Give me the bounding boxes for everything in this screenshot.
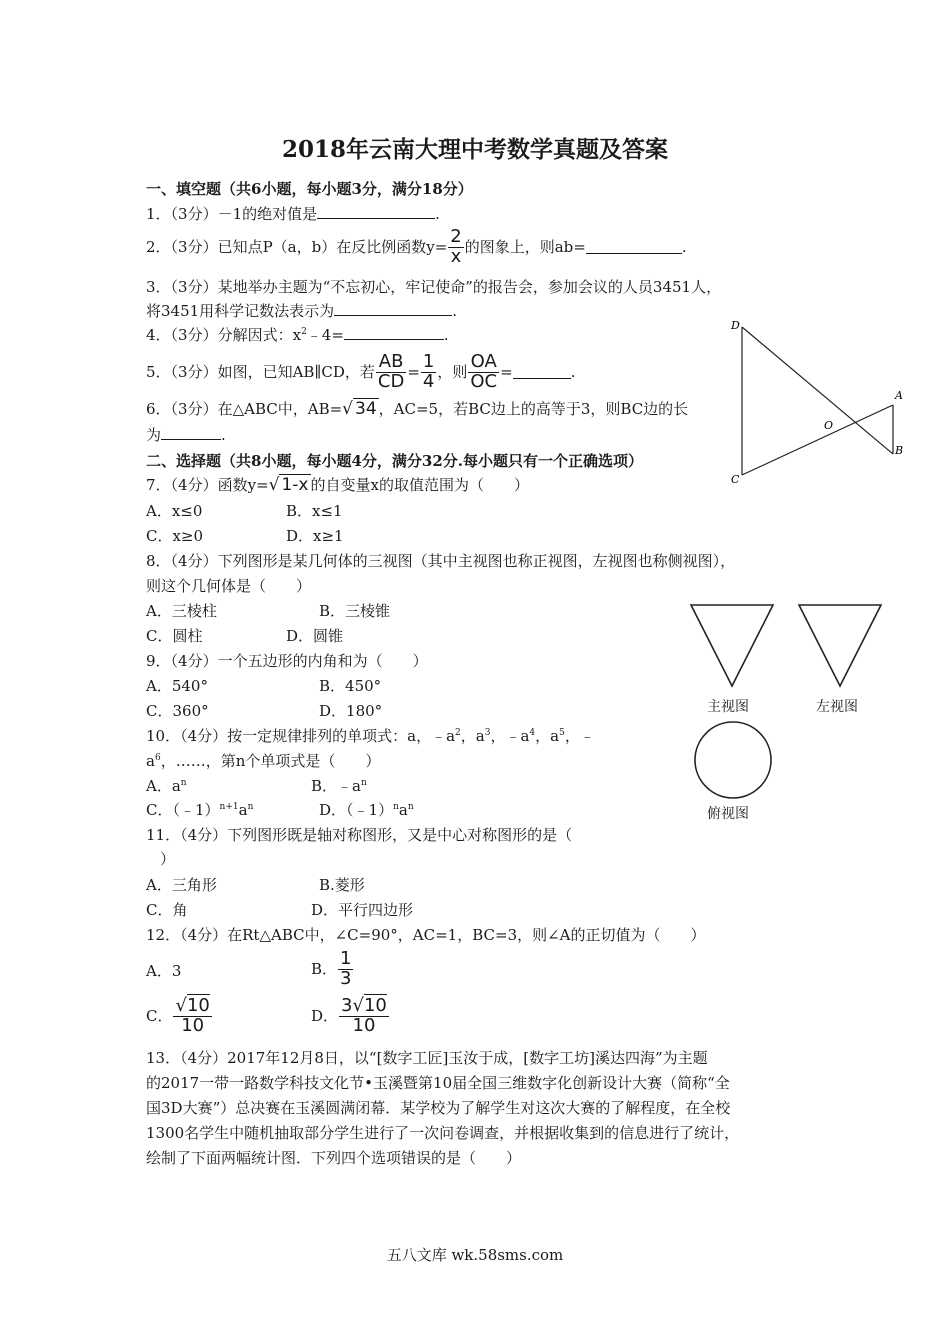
top-view-circle xyxy=(695,722,771,798)
answer-blank xyxy=(317,205,435,219)
label-b: B xyxy=(895,444,904,457)
section-choice: 二、选择题（共8小题，每小题4分，满分32分.每小题只有一个正确选项） xyxy=(146,452,643,470)
question-6-line2-text: 为 xyxy=(146,426,162,444)
footer-watermark: 五八文库 wk.58sms.com xyxy=(386,1246,564,1264)
option-10d xyxy=(319,801,414,820)
option-7b: B．x≤1 xyxy=(286,502,343,520)
fraction-1-4 xyxy=(421,353,436,392)
fraction-denominator: 10 xyxy=(352,1014,376,1036)
question-5-mid: ，则 xyxy=(437,363,468,382)
option-text: a xyxy=(398,801,408,819)
figure-similar-triangles xyxy=(725,315,915,490)
question-6-line2 xyxy=(146,426,226,445)
fraction-denominator: CD xyxy=(377,370,405,392)
option-8c: C．圆柱 xyxy=(146,627,203,645)
question-1 xyxy=(146,205,440,224)
option-9b: B．450° xyxy=(319,677,382,695)
option-text: D．（﹣1） xyxy=(319,801,394,819)
question-3-line2 xyxy=(146,302,457,321)
fraction-1-3 xyxy=(338,950,353,989)
question-2-text-post: 的图象上，则ab= xyxy=(464,238,586,257)
question-3-text: 将3451用科学记数法表示为 xyxy=(146,302,335,320)
option-text: a xyxy=(238,801,248,819)
question-5-text: 5．（3分）如图，已知AB∥CD，若 xyxy=(146,363,375,382)
radicand: 10 xyxy=(363,995,387,1016)
option-text: C． xyxy=(146,1007,173,1026)
exponent: n xyxy=(180,778,187,788)
coefficient: 3 xyxy=(341,995,353,1016)
question-8-line2: 则这个几何体是（ ） xyxy=(146,577,312,595)
question-6-line1 xyxy=(146,399,688,420)
question-4-post: ﹣4= xyxy=(306,326,344,344)
question-4-text: 4．（3分）分解因式：x xyxy=(146,326,302,344)
answer-blank xyxy=(334,302,452,316)
option-10c xyxy=(146,801,253,820)
option-7c: C．x≥0 xyxy=(146,527,204,545)
top-view-label: 俯视图 xyxy=(707,806,749,822)
question-13-line2: 的2017一带一路数学科技文化节•玉溪暨第10届全国三维数字化创新设计大赛（简称“全 xyxy=(146,1074,730,1092)
period: . xyxy=(443,326,449,344)
option-text: D． xyxy=(311,1007,339,1026)
option-12b xyxy=(311,950,354,989)
question-13-line5: 绘制了下面两幅统计图．下列四个选项错误的是（ ） xyxy=(146,1149,522,1167)
q10-part: ，……，第n个单项式是（ ） xyxy=(160,752,381,770)
question-2 xyxy=(146,228,687,267)
answer-blank xyxy=(513,365,571,379)
exponent: n xyxy=(360,778,367,788)
option-11b: B.菱形 xyxy=(319,876,365,894)
option-text: A．a xyxy=(146,777,181,795)
q10-part: ，﹣a xyxy=(490,727,530,745)
option-text: C．（﹣1） xyxy=(146,801,220,819)
exponent: n xyxy=(247,802,254,812)
option-text: B．﹣a xyxy=(311,777,361,795)
question-13-line3: 国3D大赛”）总决赛在玉溪圆满闭幕．某学校为了解学生对这次大赛的了解程度，在全校 xyxy=(146,1099,731,1117)
line-db xyxy=(742,327,893,454)
question-7 xyxy=(146,475,529,496)
option-11a: A．三角形 xyxy=(146,876,217,894)
exponent: n xyxy=(407,802,414,812)
question-4 xyxy=(146,326,449,345)
fraction-denominator: 3 xyxy=(340,967,352,989)
question-10-line2 xyxy=(146,752,380,771)
equals: = xyxy=(407,363,420,382)
option-8a: A．三棱柱 xyxy=(146,602,217,620)
question-7-post: 的自变量x的取值范围为（ ） xyxy=(310,476,529,494)
question-9: 9．（4分）一个五边形的内角和为（ ） xyxy=(146,652,428,670)
fraction-3sqrt10-10 xyxy=(339,997,389,1036)
option-7d: D．x≥1 xyxy=(286,527,344,545)
exponent: n+1 xyxy=(219,802,239,812)
q10-part: ，a xyxy=(535,727,560,745)
fraction-numerator: √10 xyxy=(175,995,210,1016)
fraction-numerator: 3√10 xyxy=(341,995,387,1016)
fraction-ab-cd xyxy=(376,353,406,392)
option-9c: C．360° xyxy=(146,702,209,720)
question-11-line1: 11．（4分）下列图形既是轴对称图形，又是中心对称图形的是（ xyxy=(146,826,573,844)
fraction-oa-oc xyxy=(468,353,499,392)
question-8-line1: 8．（4分）下列图形是某几何体的三视图（其中主视图也称正视图，左视图也称侧视图）， xyxy=(146,552,736,570)
period: . xyxy=(570,363,576,382)
fraction-denominator: 4 xyxy=(422,370,435,392)
option-text: B． xyxy=(311,960,338,979)
left-view-triangle xyxy=(799,605,881,686)
sqrt-1-x: √ 1-x xyxy=(268,475,309,495)
exponent: 2 xyxy=(301,327,307,337)
q10-part: ，﹣ xyxy=(564,727,595,745)
question-10-line1 xyxy=(146,727,595,746)
answer-blank xyxy=(344,326,444,340)
left-view-label: 左视图 xyxy=(816,699,858,715)
exponent: 3 xyxy=(484,728,491,738)
option-7a: A．x≤0 xyxy=(146,502,203,520)
fraction-2-over-x xyxy=(448,228,463,267)
question-3-line1: 3．（3分）某地举办主题为“不忘初心，牢记使命”的报告会，参加会议的人员3451人， xyxy=(146,278,722,296)
radicand: 10 xyxy=(186,995,210,1016)
front-view-label: 主视图 xyxy=(707,699,749,715)
option-11c: C．角 xyxy=(146,901,188,919)
exponent: 6 xyxy=(154,753,161,763)
fraction-sqrt10-10 xyxy=(173,997,211,1036)
q10-part: a xyxy=(146,752,155,770)
option-12c xyxy=(146,997,213,1036)
period: . xyxy=(452,302,457,320)
label-o: O xyxy=(824,419,834,432)
label-c: C xyxy=(731,473,740,486)
option-8d: D．圆锥 xyxy=(286,627,344,645)
question-2-text: 2．（3分）已知点P（a，b）在反比例函数y= xyxy=(146,238,448,257)
fraction-numerator: OA xyxy=(468,353,499,373)
option-8b: B．三棱锥 xyxy=(319,602,391,620)
exponent: 5 xyxy=(559,728,565,738)
question-13-line1: 13．（4分）2017年12月8日，以“[数字工匠]玉汝于成，[数字工坊]溪达四海”为主题 xyxy=(146,1049,708,1067)
option-9a: A．540° xyxy=(146,677,208,695)
question-7-text: 7．（4分）函数y= xyxy=(146,476,269,494)
option-10a xyxy=(146,777,187,796)
sqrt-34: √ 34 xyxy=(342,399,377,419)
question-5 xyxy=(146,353,575,392)
period: . xyxy=(221,426,226,444)
fraction-numerator: AB xyxy=(376,353,406,373)
question-6-text: 6．（3分）在△ABC中，AB= xyxy=(146,400,343,418)
answer-blank xyxy=(161,426,221,440)
fraction-denominator: 10 xyxy=(181,1014,205,1036)
line-ca xyxy=(742,405,893,475)
question-11-line2: ） xyxy=(160,850,176,868)
radicand: 1-x xyxy=(281,475,309,495)
q10-part: ，a xyxy=(460,727,485,745)
option-12d xyxy=(311,997,390,1036)
page-title: 2018年云南大理中考数学真题及答案 xyxy=(281,136,668,163)
question-12: 12．（4分）在Rt△ABC中，∠C=90°，AC=1，BC=3，则∠A的正切值为（ ） xyxy=(146,926,706,944)
answer-blank xyxy=(586,240,682,254)
option-9d: D．180° xyxy=(319,702,383,720)
question-1-text: 1．（3分）－1的绝对值是 xyxy=(146,205,318,223)
option-11d: D．平行四边形 xyxy=(311,901,414,919)
q10-part: 10．（4分）按一定规律排列的单项式：a，﹣a xyxy=(146,727,456,745)
fraction-denominator: OC xyxy=(470,370,498,392)
section-fill-in: 一、填空题（共6小题，每小题3分，满分18分） xyxy=(146,180,473,198)
label-d: D xyxy=(731,319,740,332)
option-10b xyxy=(311,777,367,796)
question-6-post: ，AC=5，若BC边上的高等于3，则BC边的长 xyxy=(378,400,689,418)
exponent: 4 xyxy=(529,728,536,738)
exponent: 2 xyxy=(455,728,461,738)
question-13-line4: 1300名学生中随机抽取部分学生进行了一次问卷调查，并根据收集到的信息进行了统计， xyxy=(146,1124,740,1142)
radicand: 34 xyxy=(355,399,377,419)
fraction-numerator: 1 xyxy=(340,948,352,969)
equals: = xyxy=(500,363,513,382)
label-a: A xyxy=(895,389,903,402)
period: . xyxy=(435,205,440,223)
fraction-denominator: x xyxy=(450,245,462,267)
front-view-triangle xyxy=(691,605,773,686)
period: . xyxy=(681,238,687,257)
fraction-numerator: 2 xyxy=(450,226,462,247)
fraction-numerator: 1 xyxy=(422,351,435,372)
option-12a: A．3 xyxy=(146,962,182,980)
exponent: n xyxy=(393,802,399,812)
